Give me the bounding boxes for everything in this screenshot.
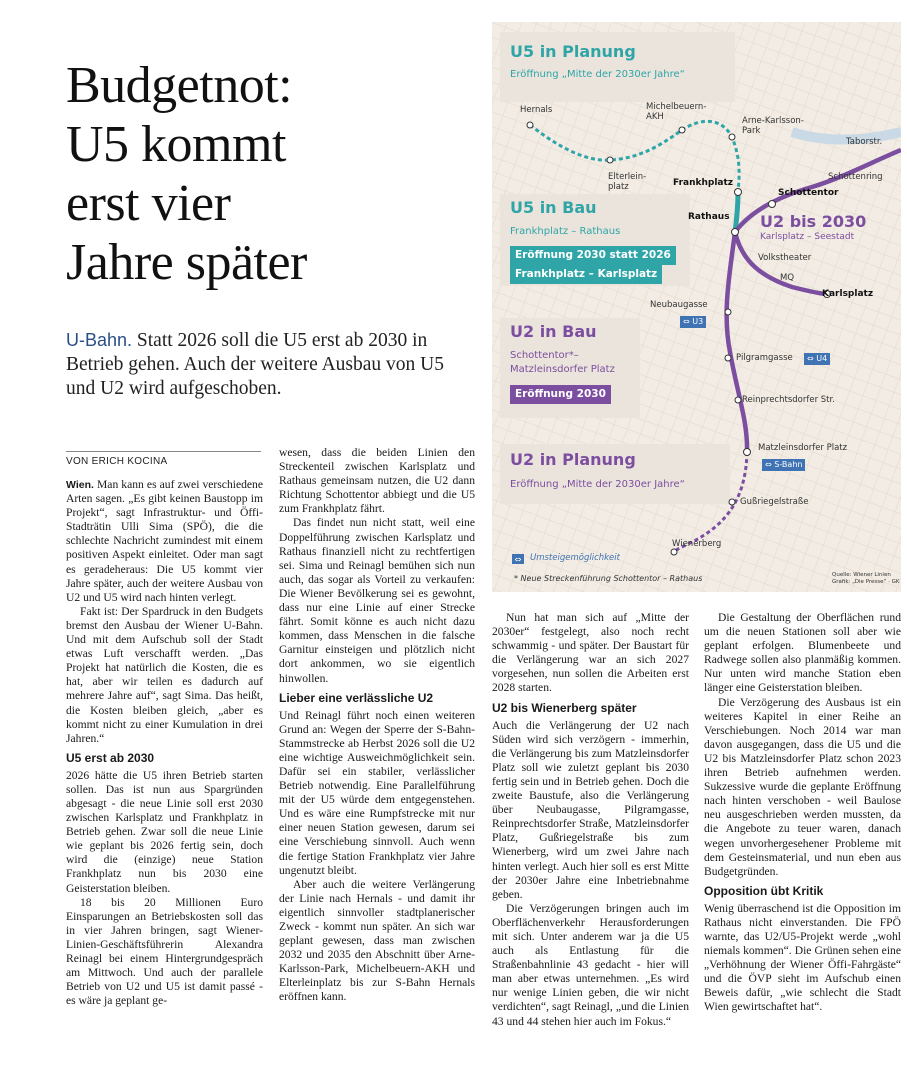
station-rathaus: Rathaus [688,212,730,222]
subheading: Lieber eine verlässliche U2 [279,690,434,705]
station-dot [729,134,735,140]
station-dot [729,499,735,505]
byline: VON ERICH KOCINA [66,456,168,467]
paragraph: Die Gestaltung der Oberflächen rund um die neuen Stationen soll aber wie geplant erfolgen. Blumenbeete und Radwege sollen also planmäßig kommen. Nur unten wird manche Station eben länger eine Geisterstation bleiben. [704,611,901,695]
station-dot [527,122,533,128]
transfer-label: U3 [692,317,704,326]
station-gussriegelstrasse: Gußriegelstraße [740,497,809,507]
paragraph: 18 bis 20 Millionen Euro Einsparungen an Betriebskosten soll das in vier Jahren bringen, sagt Wiener-Linien-Geschäftsführerin Alexandra Reinagl bei einem Hintergrundgespräch am Mittwoch. Und auch der parallele Betrieb von U2 und U5 ist damit passé - es wäre ja geplant ge- [66,895,263,1008]
station-reinprechtsdorfer: Reinprechtsdorfer Str. [742,395,835,405]
station-frankhplatz: Frankhplatz [673,178,734,188]
paragraph: wesen, dass die beiden Linien den Streckenteil zwischen Karlsplatz und Rathaus gemeinsam nutzen, die U2 dann Richtung Schottentor abbiegt und die U5 zum Frankhplatz fährt. [279,446,475,516]
station-dot [725,309,731,315]
paragraph: Aber auch die weitere Verlängerung der Linie nach Hernals - und damit ihr eigentlich sinnvoller stadtplanerischer Zweck - kommt nun später. An sich war geplant gewesen, dass man zwischen 2032 und 2035 den Abschnitt über Arne-Karlsson-Park, Michelbeuern-AKH und Elterleinplatz bis zur S-Bahn Hernals eröffnen kann. [279,877,475,1004]
station-arne-karlsson: Arne-Karlsson- [742,116,804,126]
u2-2030-subtitle: Karlsplatz – Seestadt [760,232,855,242]
station-dot [725,355,731,361]
station-dot [735,397,741,403]
station-elterleinplatz: Elterlein- [608,172,647,182]
station-dot [735,189,742,196]
station-dot [671,549,677,555]
lead-paragraph [66,328,476,401]
article-column-4 [704,611,901,1015]
station-hernals: Hernals [520,105,553,115]
u5-bau-chip-2: Frankhplatz – Karlsplatz [510,265,662,284]
station-dot [744,449,751,456]
u2-bau-title: U2 in Bau [510,322,597,341]
transfer-badge-sbahn: ⇔ S-Bahn [762,459,805,471]
transfer-badge-u3: ⇔ U3 [680,316,706,328]
paragraph: Wenig überraschend ist die Opposition im Rathaus nicht einverstanden. Die FPÖ warnte, das U2/U5-Projekt werde „wohl niemals kommen“. Die Grünen sehen eine „Verhöhnung der Wiener Öffi-Fahrgäste“ und die ÖVP sieht im Aufschub einen Beweis dafür, „wie schlecht die Stadt Wien gewirtschaftet hat“. [704,901,901,1014]
u5-bau-subtitle: Frankhplatz – Rathaus [510,226,621,237]
headline-line: U5 kommt [66,116,286,173]
transfer-badge-u4: ⇔ U4 [804,353,830,365]
paragraph: Die Verzögerung des Ausbaus ist ein weiteres Kapitel in einer Reihe an Verschiebungen. Noch 2014 war man davon ausgegangen, dass die U5 und die U2 bis Matzleinsdorfer Platz schon 2023 ihren Betrieb aufnehmen werden. Sukzessive wurde die geplante Eröffnung nach hinten verschoben - weil Baulose neu ausgeschrieben werden mussten, da die Angebote zu teuer waren, danach wegen unvorhergesehener Probleme mit dem Gesteinsmaterial, und nun eben aus Budgetgründen. [704,695,901,878]
station-michelbeuern: Michelbeuern- [646,102,707,112]
station-wienerberg: Wienerberg [672,539,722,549]
station-taborstr: Taborstr. [846,137,883,147]
station-schottentor: Schottentor [778,188,839,198]
u2-2030-title: U2 bis 2030 [760,212,867,231]
paragraph: Fakt ist: Der Spardruck in den Budgets bremst den Ausbau der Wiener U-Bahn. Und mit dem Aufschub soll der Stadt etwas Luft verschafft werden. „Das Projekt hat natürlich die Kosten, die es hat, aber wir teilen es dadurch auf mehrere Jahre auf“, sagt Sima. Das heißt, die Kosten bleiben gleich, „aber es kommt nicht zu einer Kumulation in drei Jahren.“ [66,604,263,745]
footnote: * Neue Streckenführung Schottentor – Rathaus [514,574,703,583]
dateline: Wien. [66,479,94,491]
station-dot [679,127,685,133]
transfer-label: U4 [816,354,828,363]
paragraph: Das findet nun nicht statt, weil eine Doppelführung zwischen Karlsplatz und Rathaus finanziell nicht zu rechtfertigen sei. Sima und Reinagl bemühen sich nun auch, das sogar als Vorteil zu verkaufen: Die Wiener Bevölkerung sei es gewohnt, dass nur eine Linie auf einer Strecke fährt. Somit könne es auch nicht dazu kommen, dass Menschen in die falsche Garnitur einsteigen und plötzlich nicht dort ankommen, wo sie eigentlich hinwollen. [279,516,475,685]
station-dot [607,157,613,163]
paragraph: Die Verzögerungen bringen auch im Oberflächenverkehr Herausforderungen mit sich. Unter anderem war ja die U5 auch als Entlastung für die Straßenbahnlinie 43 gedacht - hier will man aber etwas unternehmen. „Es wird nur wenige Linien geben, die wir nicht verdichten“, sagt Reinagl, „und die Linien 43 und 44 stehen hier auch im Fokus.“ [492,901,689,1028]
subheading: U5 erst ab 2030 [66,750,155,765]
legend-transfer-label: Umsteigemöglichkeit [530,553,620,563]
article-column-2 [279,446,475,1005]
kicker: U-Bahn. [66,330,133,350]
station-schottenring: Schottenring [828,172,883,182]
paragraph [66,478,263,605]
subheading: Opposition übt Kritik [704,883,824,898]
u2-bau-subtitle-1: Schottentor*– [510,350,579,361]
u2-planung-title: U2 in Planung [510,450,636,469]
station-mq: MQ [780,273,795,283]
u2-planung-subtitle: Eröffnung „Mitte der 2030er Jahre“ [510,479,685,490]
station-neubaugasse: Neubaugasse [650,300,708,310]
u2-bau-chip: Eröffnung 2030 [510,385,611,404]
station-michelbeuern-2: AKH [646,112,664,122]
u5-planung-subtitle: Eröffnung „Mitte der 2030er Jahre“ [510,69,685,80]
byline-rule [66,451,261,452]
lead-text: Statt 2026 soll die U5 erst ab 2030 in Betrieb gehen. Auch der weitere Ausbau von U5 und U2 wird aufgeschoben. [66,330,444,399]
headline-line: Jahre später [66,234,307,291]
paragraph: Und Reinagl führt noch einen weiteren Grund an: Wegen der Sperre der S-Bahn-Stammstrecke ab Herbst 2026 soll die U2 eine wichtige Ausweichmöglichkeit sein. Dafür sei ein stabiler, verlässlicher Betrieb notwendig. Eine Parallelführung mit der U5 würde dem entgegenstehen. Und es wäre eine Rumpfstrecke mit nur einer neuen Station gewesen, darum sei eine Verschiebung sinnvoll. Auch wenn die fertige Station Frankhplatz vier Jahre ungenutzt bleibt. [279,708,475,877]
station-pilgramgasse: Pilgramgasse [736,353,793,363]
paragraph: Auch die Verlängerung der U2 nach Süden wird sich verzögern - immerhin, die Verlängerung bis zum Matzleinsdorfer Platz soll wie zuletzt geplant bis 2030 fertig sein und in Betrieb gehen. Doch die zweite Baustufe, also die Verlängerung über Neubaugasse, Pilgramgasse, Reinprechtsdorfer Straße, Matzleinsdorfer Platz, Gußriegelstraße bis zum Wienerberg, wird um zwei Jahre nach hinten verlegt. Auch hier soll es erst Mitte der 2030er Jahre eine Inbetriebnahme geben. [492,718,689,901]
article-column-1 [66,478,263,1008]
source-credit: Quelle: Wiener Linien [832,572,891,578]
subheading: U2 bis Wienerberg später [492,700,637,715]
metro-map-graphic [492,22,901,592]
u5-bau-chip-1: Eröffnung 2030 statt 2026 [510,246,676,265]
station-volkstheater: Volkstheater [758,253,812,263]
u5-planung-title: U5 in Planung [510,42,636,61]
paragraph: Nun hat man sich auf „Mitte der 2030er“ festgelegt, also noch recht schwammig - und später. Der Baustart für die Verlängerung war an sich 2027 vorgesehen, nun sollen die Arbeiten erst 2028 starten. [492,611,689,695]
article-column-3 [492,611,689,1029]
station-dot [732,229,739,236]
transfer-label: S-Bahn [774,460,803,469]
station-elterleinplatz-2: platz [608,182,629,192]
u5-bau-title: U5 in Bau [510,198,597,217]
headline [66,56,466,292]
station-matzleinsdorfer: Matzleinsdorfer Platz [758,443,848,453]
u2-bau-subtitle-2: Matzleinsdorfer Platz [510,364,615,375]
transfer-arrow-icon: ⇔ [514,555,522,564]
headline-line: erst vier [66,175,231,232]
station-arne-karlsson-2: Park [742,126,761,136]
graphic-credit: Grafik: „Die Presse“ · GK [832,579,900,585]
station-karlsplatz: Karlsplatz [822,289,874,299]
paragraph: 2026 hätte die U5 ihren Betrieb starten sollen. Das ist nun aus Spargründen abgesagt - die neue Linie soll erst 2030 zwischen Karlsplatz und Frankhplatz in Betrieb gehen. Zwar soll die neue Linie wie geplant bis 2026 fertig sein, doch wird die (einzige) neue Station Frankhplatz nun bis 2030 eine Geisterstation bleiben. [66,768,263,895]
headline-line: Budgetnot: [66,57,293,114]
paragraph-text: Man kann es auf zwei verschiedene Arten sagen. „Es gibt keinen Baustopp im Projekt“, sagt Infrastruktur- und Öffi-Stadträtin Ulli Sima (SPÖ), die die schlechte Nachricht zumindest mit einem positiven Aspekt einleitet. Oder man sagt es geradeheraus: Die U5 kommt vier Jahre später, auch der weitere Ausbau von U2 und U5 wird nach hinten verlegt. [66,478,263,604]
station-dot [769,201,776,208]
